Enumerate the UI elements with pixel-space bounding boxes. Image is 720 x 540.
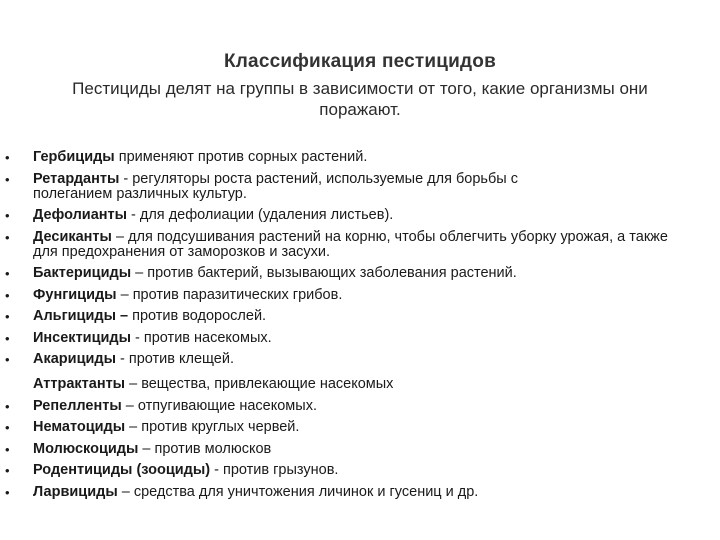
item-description: против водорослей.	[128, 308, 267, 324]
list-item	[0, 288, 720, 303]
item-term: Ретарданты	[33, 170, 120, 187]
item-description: – отпугивающие насекомых.	[121, 397, 317, 414]
item-term: Репелленты	[33, 397, 122, 414]
bullet: •	[5, 208, 10, 223]
item-description: – против паразитических грибов.	[116, 286, 343, 303]
pesticide-list	[0, 150, 720, 506]
bullet: •	[5, 171, 10, 187]
list-item	[0, 485, 720, 500]
list-item	[0, 150, 720, 165]
list-item	[0, 377, 720, 392]
bullet: •	[5, 150, 10, 165]
slide-subtitle: Пестициды делят на группы в зависимости от того, какие организмы они поражают.	[72, 79, 648, 119]
item-term: Акарициды	[33, 351, 116, 367]
item-term: Десиканты	[33, 228, 112, 245]
item-description: - для дефолиации (удаления листьев).	[127, 207, 394, 223]
list-item	[0, 230, 693, 260]
item-description: – средства для уничтожения личинок и гусениц и др.	[117, 483, 479, 500]
item-term: Родентициды (зооциды)	[33, 462, 211, 478]
bullet: •	[5, 287, 10, 303]
list-item	[0, 331, 720, 346]
list-item	[0, 352, 720, 367]
item-description: – вещества, привлекающие насекомых	[125, 376, 394, 392]
item-description: – против круглых червей.	[125, 419, 300, 435]
item-term: Фунгициды	[33, 286, 117, 303]
item-term: Альгициды –	[33, 308, 129, 324]
item-term: Бактерициды	[33, 265, 132, 281]
list-item	[0, 463, 720, 478]
list-item	[0, 399, 720, 414]
item-term: Нематоциды	[33, 419, 126, 435]
list-item	[0, 309, 720, 324]
item-term: Инсектициды	[33, 329, 131, 346]
item-description: - против клещей.	[115, 351, 234, 367]
list-item	[0, 420, 720, 435]
list-item	[0, 266, 720, 281]
bullet: •	[5, 398, 10, 414]
item-description: – против молюсков	[138, 440, 272, 457]
bullet: •	[5, 463, 10, 478]
bullet: •	[5, 484, 10, 500]
list-item	[0, 442, 720, 457]
item-description: - против насекомых.	[131, 329, 272, 346]
item-description: - регуляторы роста растений, используемые для борьбы с полеганием различных культур.	[33, 170, 518, 202]
bullet: •	[5, 441, 10, 457]
bullet: •	[5, 229, 10, 245]
bullet: •	[5, 330, 10, 346]
list-item	[0, 172, 593, 202]
list-item	[0, 208, 720, 223]
item-description: - против грызунов.	[210, 462, 339, 478]
slide-title: Классификация пестицидов	[223, 51, 496, 72]
item-description: – для подсушивания растений на корню, чтобы облегчить уборку урожая, а также для предохранения от заморозков и засухи.	[33, 228, 668, 260]
item-term: Ларвициды	[33, 483, 118, 500]
item-description: – против бактерий, вызывающих заболевания растений.	[131, 265, 517, 281]
bullet: •	[5, 309, 10, 324]
item-description: применяют против сорных растений.	[114, 149, 368, 165]
bullet: •	[5, 266, 10, 281]
bullet: •	[5, 352, 10, 367]
bullet: •	[5, 420, 10, 435]
item-term: Молюскоциды	[33, 440, 139, 457]
item-term: Аттрактанты	[33, 376, 126, 392]
item-term: Дефолианты	[33, 207, 127, 223]
item-term: Гербициды	[33, 149, 115, 165]
